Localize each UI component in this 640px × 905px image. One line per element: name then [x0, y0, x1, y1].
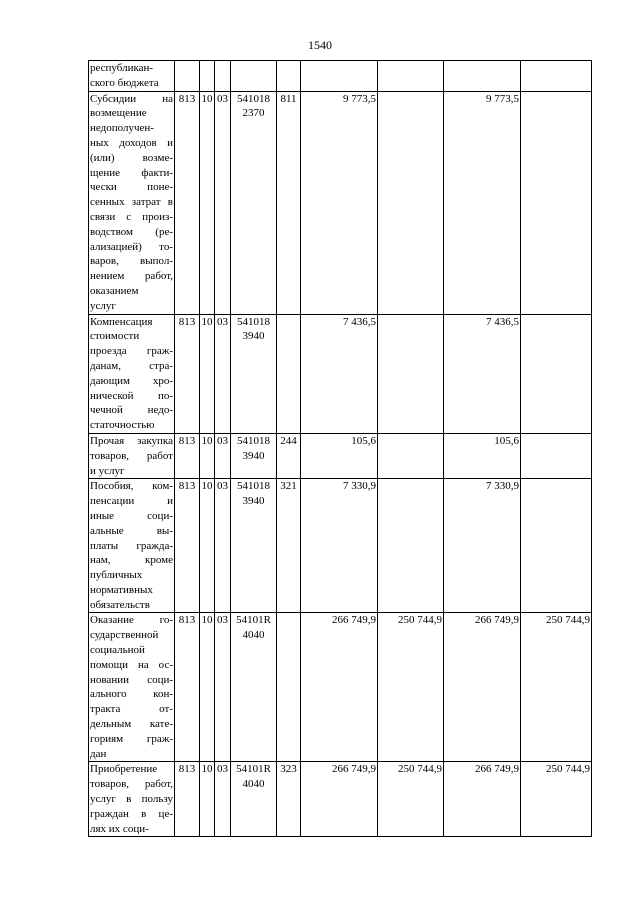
table-row [89, 61, 592, 92]
budget-table [88, 60, 592, 837]
row-name-line: статочностью [90, 419, 155, 432]
amount-cell: 7 436,5 [301, 314, 378, 433]
amount-cell [444, 61, 521, 92]
amount-cell [521, 479, 592, 613]
row-name-line: стоимости [90, 330, 140, 343]
ministry-code-cell: 813 [175, 762, 200, 837]
table-row [89, 479, 592, 613]
row-name-cell [89, 61, 175, 92]
amount-cell [521, 91, 592, 314]
ministry-code-cell: 813 [175, 91, 200, 314]
row-name-line: Приобретение [90, 763, 158, 776]
subsection-code-cell: 03 [215, 479, 231, 613]
amount-cell [378, 433, 444, 478]
amount-cell [521, 61, 592, 92]
amount-cell [378, 61, 444, 92]
row-name-line: товаров, работ [90, 449, 173, 462]
target-article-code-cell [231, 613, 277, 762]
amount-cell: 9 773,5 [301, 91, 378, 314]
expense-type-code-cell: 244 [277, 433, 301, 478]
row-name-cell [89, 762, 175, 837]
section-code-cell: 10 [200, 762, 215, 837]
row-name-cell [89, 479, 175, 613]
subsection-code-cell: 03 [215, 433, 231, 478]
row-name-line: обязательств [90, 598, 150, 611]
table-row [89, 762, 592, 837]
expense-type-code-cell: 321 [277, 479, 301, 613]
amount-cell: 266 749,9 [301, 613, 378, 762]
page-number: 1540 [308, 38, 332, 52]
target-article-code-line: 3940 [242, 449, 265, 462]
target-article-code-line: 2370 [242, 107, 265, 120]
row-name-cell [89, 91, 175, 314]
amount-cell: 250 744,9 [521, 762, 592, 837]
amount-cell: 105,6 [301, 433, 378, 478]
row-name-line: возмещение [90, 107, 147, 120]
row-name-line: публичных [90, 569, 143, 582]
section-code-cell [200, 61, 215, 92]
row-name-line: социальной [90, 644, 145, 657]
amount-cell: 7 436,5 [444, 314, 521, 433]
row-name-line: сударственной [90, 629, 159, 642]
row-name-line: недополучен- [90, 122, 154, 135]
target-article-code-cell [231, 314, 277, 433]
target-article-code-line: 541018 [237, 315, 270, 328]
target-article-code-line: 4040 [242, 778, 265, 791]
subsection-code-cell [215, 61, 231, 92]
row-name-line: граждан в це- [90, 807, 173, 820]
ministry-code-cell: 813 [175, 613, 200, 762]
expense-type-code-cell [277, 613, 301, 762]
table-row [89, 314, 592, 433]
target-article-code-cell [231, 479, 277, 613]
row-name-line: ализацией) то- [90, 240, 173, 253]
row-name-line: Оказание го- [90, 614, 173, 627]
amount-cell: 250 744,9 [378, 613, 444, 762]
row-name-line: варов, выпол- [90, 255, 173, 268]
row-name-line: дающим хро- [90, 374, 173, 387]
row-name-line: нической по- [90, 389, 173, 402]
target-article-code-line: 54101R [236, 614, 271, 627]
table-row [89, 433, 592, 478]
target-article-code-line: 541018 [237, 480, 270, 493]
row-name-line: республикан- [90, 62, 154, 74]
row-name-line: товаров, работ, [90, 778, 173, 791]
row-name-line: нением работ, [90, 270, 173, 283]
section-code-cell: 10 [200, 433, 215, 478]
expense-type-code-cell: 323 [277, 762, 301, 837]
row-name-line: альные вы- [90, 524, 173, 537]
subsection-code-cell: 03 [215, 314, 231, 433]
row-name-line: платы гражда- [90, 539, 173, 552]
row-name-line: оказанием [90, 284, 139, 297]
table-row [89, 91, 592, 314]
row-name-line: тракта от- [90, 703, 173, 716]
row-name-line: пенсации и [90, 495, 173, 508]
row-name-line: проезда граж- [90, 345, 173, 358]
row-name-line: и услуг [90, 464, 125, 477]
row-name-line: ского бюджета [90, 76, 159, 89]
row-name-line: щение факти- [90, 166, 173, 179]
row-name-line: Прочая закупка [90, 434, 173, 447]
amount-cell: 266 749,9 [444, 762, 521, 837]
row-name-line: лях их соци- [90, 822, 149, 835]
amount-cell: 7 330,9 [444, 479, 521, 613]
ministry-code-cell: 813 [175, 314, 200, 433]
row-name-line: дельным кате- [90, 718, 173, 731]
subsection-code-cell: 03 [215, 613, 231, 762]
row-name-line: нормативных [90, 583, 153, 596]
row-name-line: Субсидии на [90, 92, 173, 105]
row-name-line: чечной недо- [90, 404, 173, 417]
row-name-line: (или) возме- [90, 151, 173, 164]
row-name-line: новании соци- [90, 673, 173, 686]
target-article-code-cell [231, 91, 277, 314]
target-article-code-line: 3940 [242, 495, 265, 508]
row-name-line: чески поне- [90, 181, 173, 194]
row-name-line: помощи на ос- [90, 658, 173, 671]
row-name-line: Компенсация [90, 315, 153, 328]
target-article-code-line: 4040 [242, 629, 265, 642]
table-row [89, 613, 592, 762]
amount-cell [378, 91, 444, 314]
target-article-code-line: 541018 [237, 434, 270, 447]
subsection-code-cell: 03 [215, 91, 231, 314]
row-name-cell [89, 433, 175, 478]
section-code-cell: 10 [200, 314, 215, 433]
section-code-cell: 10 [200, 613, 215, 762]
row-name-line: услуг [90, 299, 116, 312]
row-name-cell [89, 314, 175, 433]
target-article-code-cell [231, 61, 277, 92]
row-name-line: ных доходов и [90, 136, 173, 149]
target-article-code-line: 541018 [237, 92, 270, 105]
expense-type-code-cell: 811 [277, 91, 301, 314]
amount-cell: 266 749,9 [444, 613, 521, 762]
row-name-line: гориям граж- [90, 732, 173, 745]
amount-cell [301, 61, 378, 92]
row-name-cell [89, 613, 175, 762]
amount-cell [378, 479, 444, 613]
amount-cell: 7 330,9 [301, 479, 378, 613]
amount-cell [521, 314, 592, 433]
row-name-line: данам, стра- [90, 359, 173, 372]
ministry-code-cell [175, 61, 200, 92]
amount-cell: 105,6 [444, 433, 521, 478]
amount-cell [521, 433, 592, 478]
row-name-line: услуг в пользу [90, 793, 173, 806]
row-name-line: связи с произ- [90, 210, 173, 223]
section-code-cell: 10 [200, 479, 215, 613]
target-article-code-line: 54101R [236, 763, 271, 776]
amount-cell: 266 749,9 [301, 762, 378, 837]
target-article-code-cell [231, 433, 277, 478]
row-name-line: сенных затрат в [90, 196, 173, 209]
expense-type-code-cell [277, 61, 301, 92]
row-name-line: нам, кроме [90, 554, 173, 567]
row-name-line: иные соци- [90, 509, 173, 522]
amount-cell: 250 744,9 [521, 613, 592, 762]
ministry-code-cell: 813 [175, 479, 200, 613]
section-code-cell: 10 [200, 91, 215, 314]
target-article-code-cell [231, 762, 277, 837]
amount-cell: 250 744,9 [378, 762, 444, 837]
row-name-line: водством (ре- [90, 225, 173, 238]
row-name-line: дан [90, 747, 107, 760]
ministry-code-cell: 813 [175, 433, 200, 478]
amount-cell: 9 773,5 [444, 91, 521, 314]
row-name-line: ального кон- [90, 688, 173, 701]
row-name-line: Пособия, ком- [90, 480, 173, 493]
subsection-code-cell: 03 [215, 762, 231, 837]
amount-cell [378, 314, 444, 433]
target-article-code-line: 3940 [242, 330, 265, 343]
expense-type-code-cell [277, 314, 301, 433]
